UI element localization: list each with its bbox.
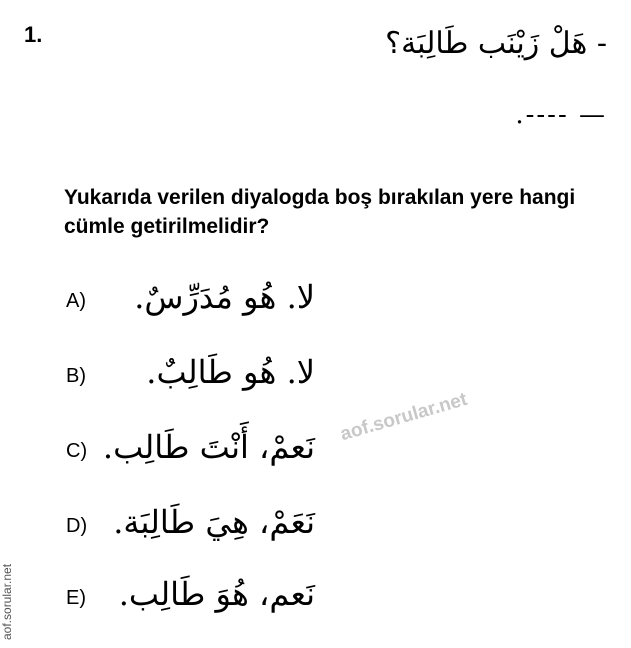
dialog-line-question: - هَلْ زَيْنَب طَالِبَة؟ (385, 26, 607, 61)
option-label: A) (66, 290, 86, 312)
option-label: D) (66, 515, 88, 537)
option-a[interactable] (0, 278, 400, 328)
option-arabic-text: نَعم، هُوَ طَالِب. (118, 575, 315, 613)
question-text: Yukarıda verilen diyalogda boş bırakılan yere hangi cümle getirilmelidir? (64, 186, 576, 238)
side-watermark: aof.sorular.net (0, 563, 14, 640)
option-e[interactable] (0, 575, 400, 625)
question-number: 1. (24, 22, 43, 47)
option-label: E) (66, 587, 86, 609)
option-label: B) (66, 365, 86, 387)
option-d[interactable] (0, 503, 400, 553)
option-arabic-text: لا. هُو مُدَرِّسٌ. (134, 278, 315, 316)
watermark: aof.sorular.net (338, 388, 470, 446)
option-b[interactable] (0, 353, 400, 403)
dialog-line-blank: — ----. (515, 100, 607, 130)
option-arabic-text: نَعَمْ، هِيَ طَالِبَة. (113, 503, 315, 541)
option-label: C) (66, 440, 88, 462)
option-c[interactable] (0, 428, 400, 478)
option-arabic-text: لا. هُو طَالِبٌ. (146, 353, 315, 391)
option-arabic-text: نَعمْ، أَنْتَ طَالِب. (102, 428, 315, 466)
